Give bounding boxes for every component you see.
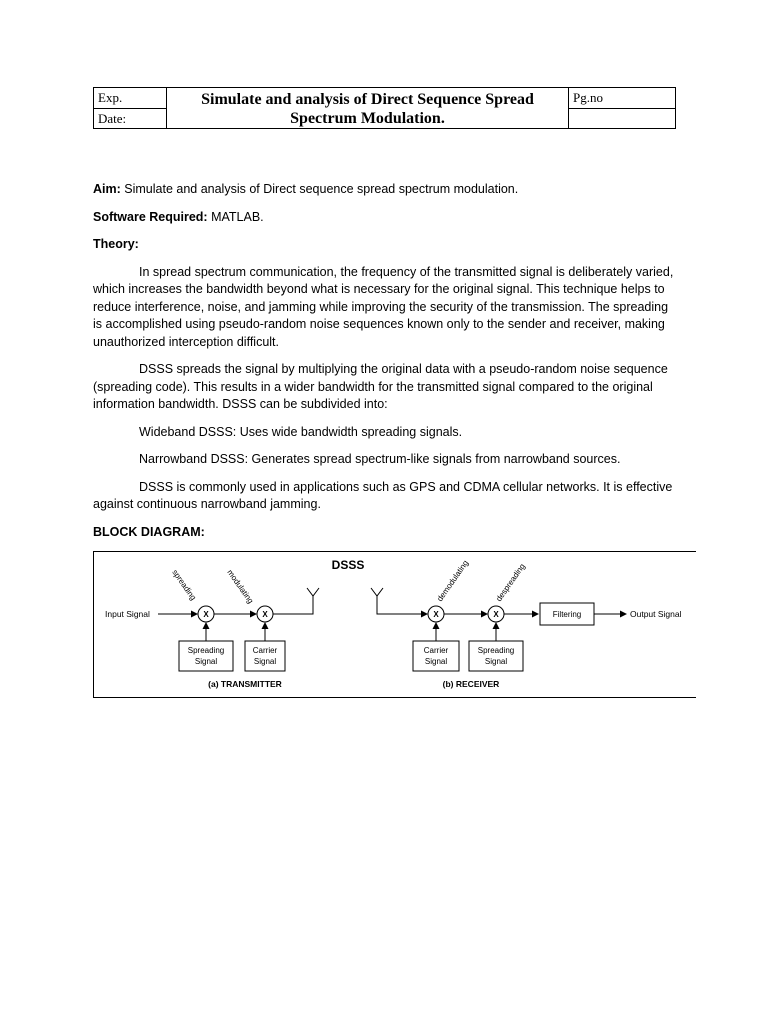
pgno-cell: Pg.no — [569, 88, 676, 109]
rx-antenna-icon — [371, 588, 383, 596]
narrowband-item: Narrowband DSSS: Generates spread spectrum-like signals from narrowband sources. — [139, 452, 621, 466]
rx-multiplier-2-label: X — [493, 610, 499, 619]
title-line-2: Spectrum Modulation. — [290, 109, 445, 127]
diagram-title: DSSS — [331, 558, 365, 572]
modulating-label: modulating — [225, 567, 256, 606]
theory-heading: Theory: — [93, 237, 139, 251]
aim-label: Aim: — [93, 182, 121, 196]
title-line-1: Simulate and analysis of Direct Sequence Spread — [201, 90, 534, 108]
document-title — [167, 88, 569, 129]
theory-paragraph-1: In spread spectrum communication, the frequency of the transmitted signal is deliberately varied, which increases the bandwidth beyond what is necessary for the original signal. This technique helps to reduce interference, noise, and jamming while improving the security of the transmission. The spreading is accomplished using pseudo-random noise sequences known only to the sender and receiver, making unauthorized interception difficult. — [93, 264, 674, 349]
aim-text: Simulate and analysis of Direct sequence spread spectrum modulation. — [124, 182, 519, 196]
rx-multiplier-1-label: X — [433, 610, 439, 619]
filtering-label: Filtering — [552, 610, 582, 619]
rx-carrier-line-1: Carrier — [423, 646, 449, 655]
despreading-label: despreading — [494, 561, 527, 604]
receiver-caption: (b) RECEIVER — [442, 679, 500, 689]
software-text: MATLAB. — [211, 209, 264, 224]
rx-spreading-line-1: Spreading — [477, 646, 515, 655]
tx-spreading-line-1: Spreading — [187, 646, 225, 655]
theory-paragraph-3: DSSS is commonly used in applications such as GPS and CDMA cellular networks. It is effective against continuous narrowband jamming. — [93, 479, 673, 511]
dsss-diagram-svg — [94, 552, 697, 699]
rx-spreading-line-2: Signal — [484, 657, 508, 666]
tx-multiplier-1-label: X — [203, 610, 209, 619]
spreading-label: spreading — [170, 567, 198, 602]
demodulating-label: demodulating — [435, 558, 471, 604]
input-signal-label: Input Signal — [105, 609, 150, 619]
output-signal-label: Output Signal — [630, 609, 682, 619]
software-label: Software Required: — [93, 209, 208, 224]
tx-spreading-line-2: Signal — [194, 657, 218, 666]
wideband-item: Wideband DSSS: Uses wide bandwidth spreading signals. — [139, 424, 463, 439]
document-body — [93, 181, 675, 551]
tx-multiplier-2-label: X — [262, 610, 268, 619]
rx-antenna-feed — [377, 596, 427, 614]
tx-carrier-line-1: Carrier — [252, 646, 278, 655]
tx-carrier-line-2: Signal — [253, 657, 277, 666]
block-diagram-heading: BLOCK DIAGRAM: — [93, 524, 205, 539]
rx-carrier-line-2: Signal — [424, 657, 448, 666]
transmitter-caption: (a) TRANSMITTER — [208, 679, 282, 689]
exp-cell: Exp. — [94, 88, 167, 109]
theory-paragraph-2: DSSS spreads the signal by multiplying the original data with a pseudo-random noise sequence (spreading code). This results in a wider bandwidth for the transmitted signal compared to the original information bandwidth. DSSS can be subdivided into: — [93, 362, 668, 411]
software-line — [93, 209, 675, 227]
date-cell: Date: — [94, 109, 167, 129]
aim-line — [93, 181, 675, 199]
block-diagram — [93, 551, 696, 698]
tx-antenna-icon — [307, 588, 319, 596]
pgno-value-cell — [569, 109, 676, 129]
tx-antenna-feed — [273, 596, 313, 614]
header-table — [93, 87, 676, 129]
